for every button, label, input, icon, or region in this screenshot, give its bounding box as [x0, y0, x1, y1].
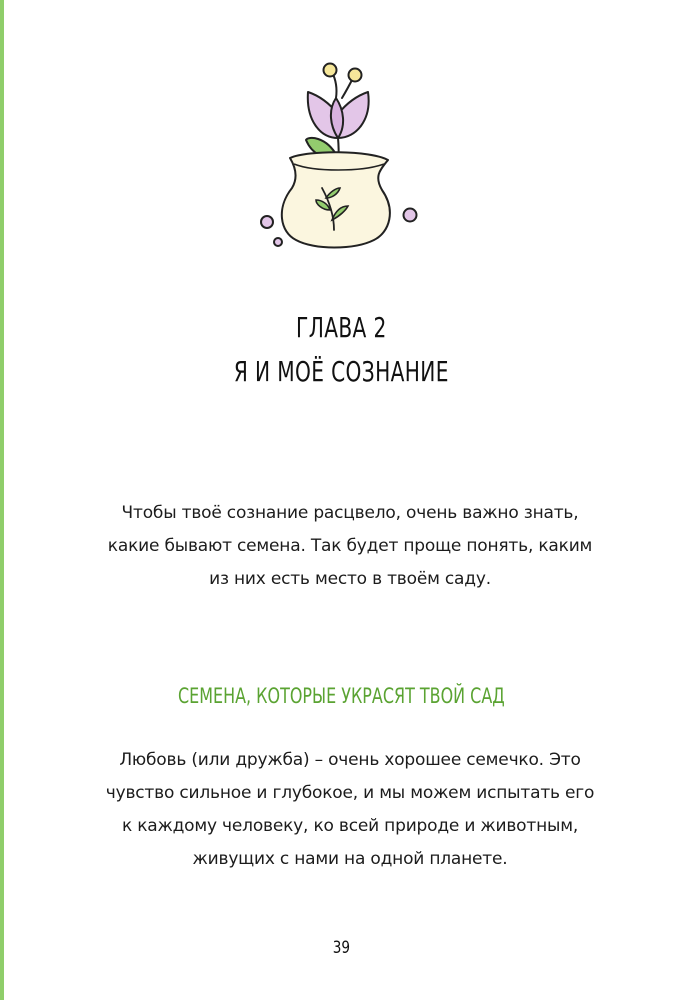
chapter-title: [95, 306, 587, 394]
chapter-name: Я И МОЁ СОЗНАНИЕ: [233, 355, 449, 388]
section-line: к каждому человеку, ко всей природе и животным,: [121, 816, 579, 836]
intro-line: Чтобы твоё сознание расцвело, очень важно знать,: [121, 503, 579, 523]
intro-line: из них есть место в твоём саду.: [209, 569, 491, 589]
page-number: 39: [332, 938, 351, 958]
page-edge-stripe: [0, 0, 4, 1000]
section-line: Любовь (или дружба) – очень хорошее семечко. Это: [119, 750, 581, 770]
flower-in-seed-bag-icon: [250, 60, 425, 255]
section-paragraph: [90, 744, 610, 876]
intro-paragraph: [90, 497, 610, 596]
chapter-number: ГЛАВА 2: [296, 311, 387, 344]
section-heading: СЕМЕНА, КОТОРЫЕ УКРАСЯТ ТВОЙ САД: [178, 684, 505, 708]
section-line: чувство сильное и глубокое, и мы можем испытать его: [105, 783, 595, 803]
intro-line: какие бывают семена. Так будет проще понять, каким: [107, 536, 593, 556]
section-line: живущих с нами на одной планете.: [192, 849, 508, 869]
